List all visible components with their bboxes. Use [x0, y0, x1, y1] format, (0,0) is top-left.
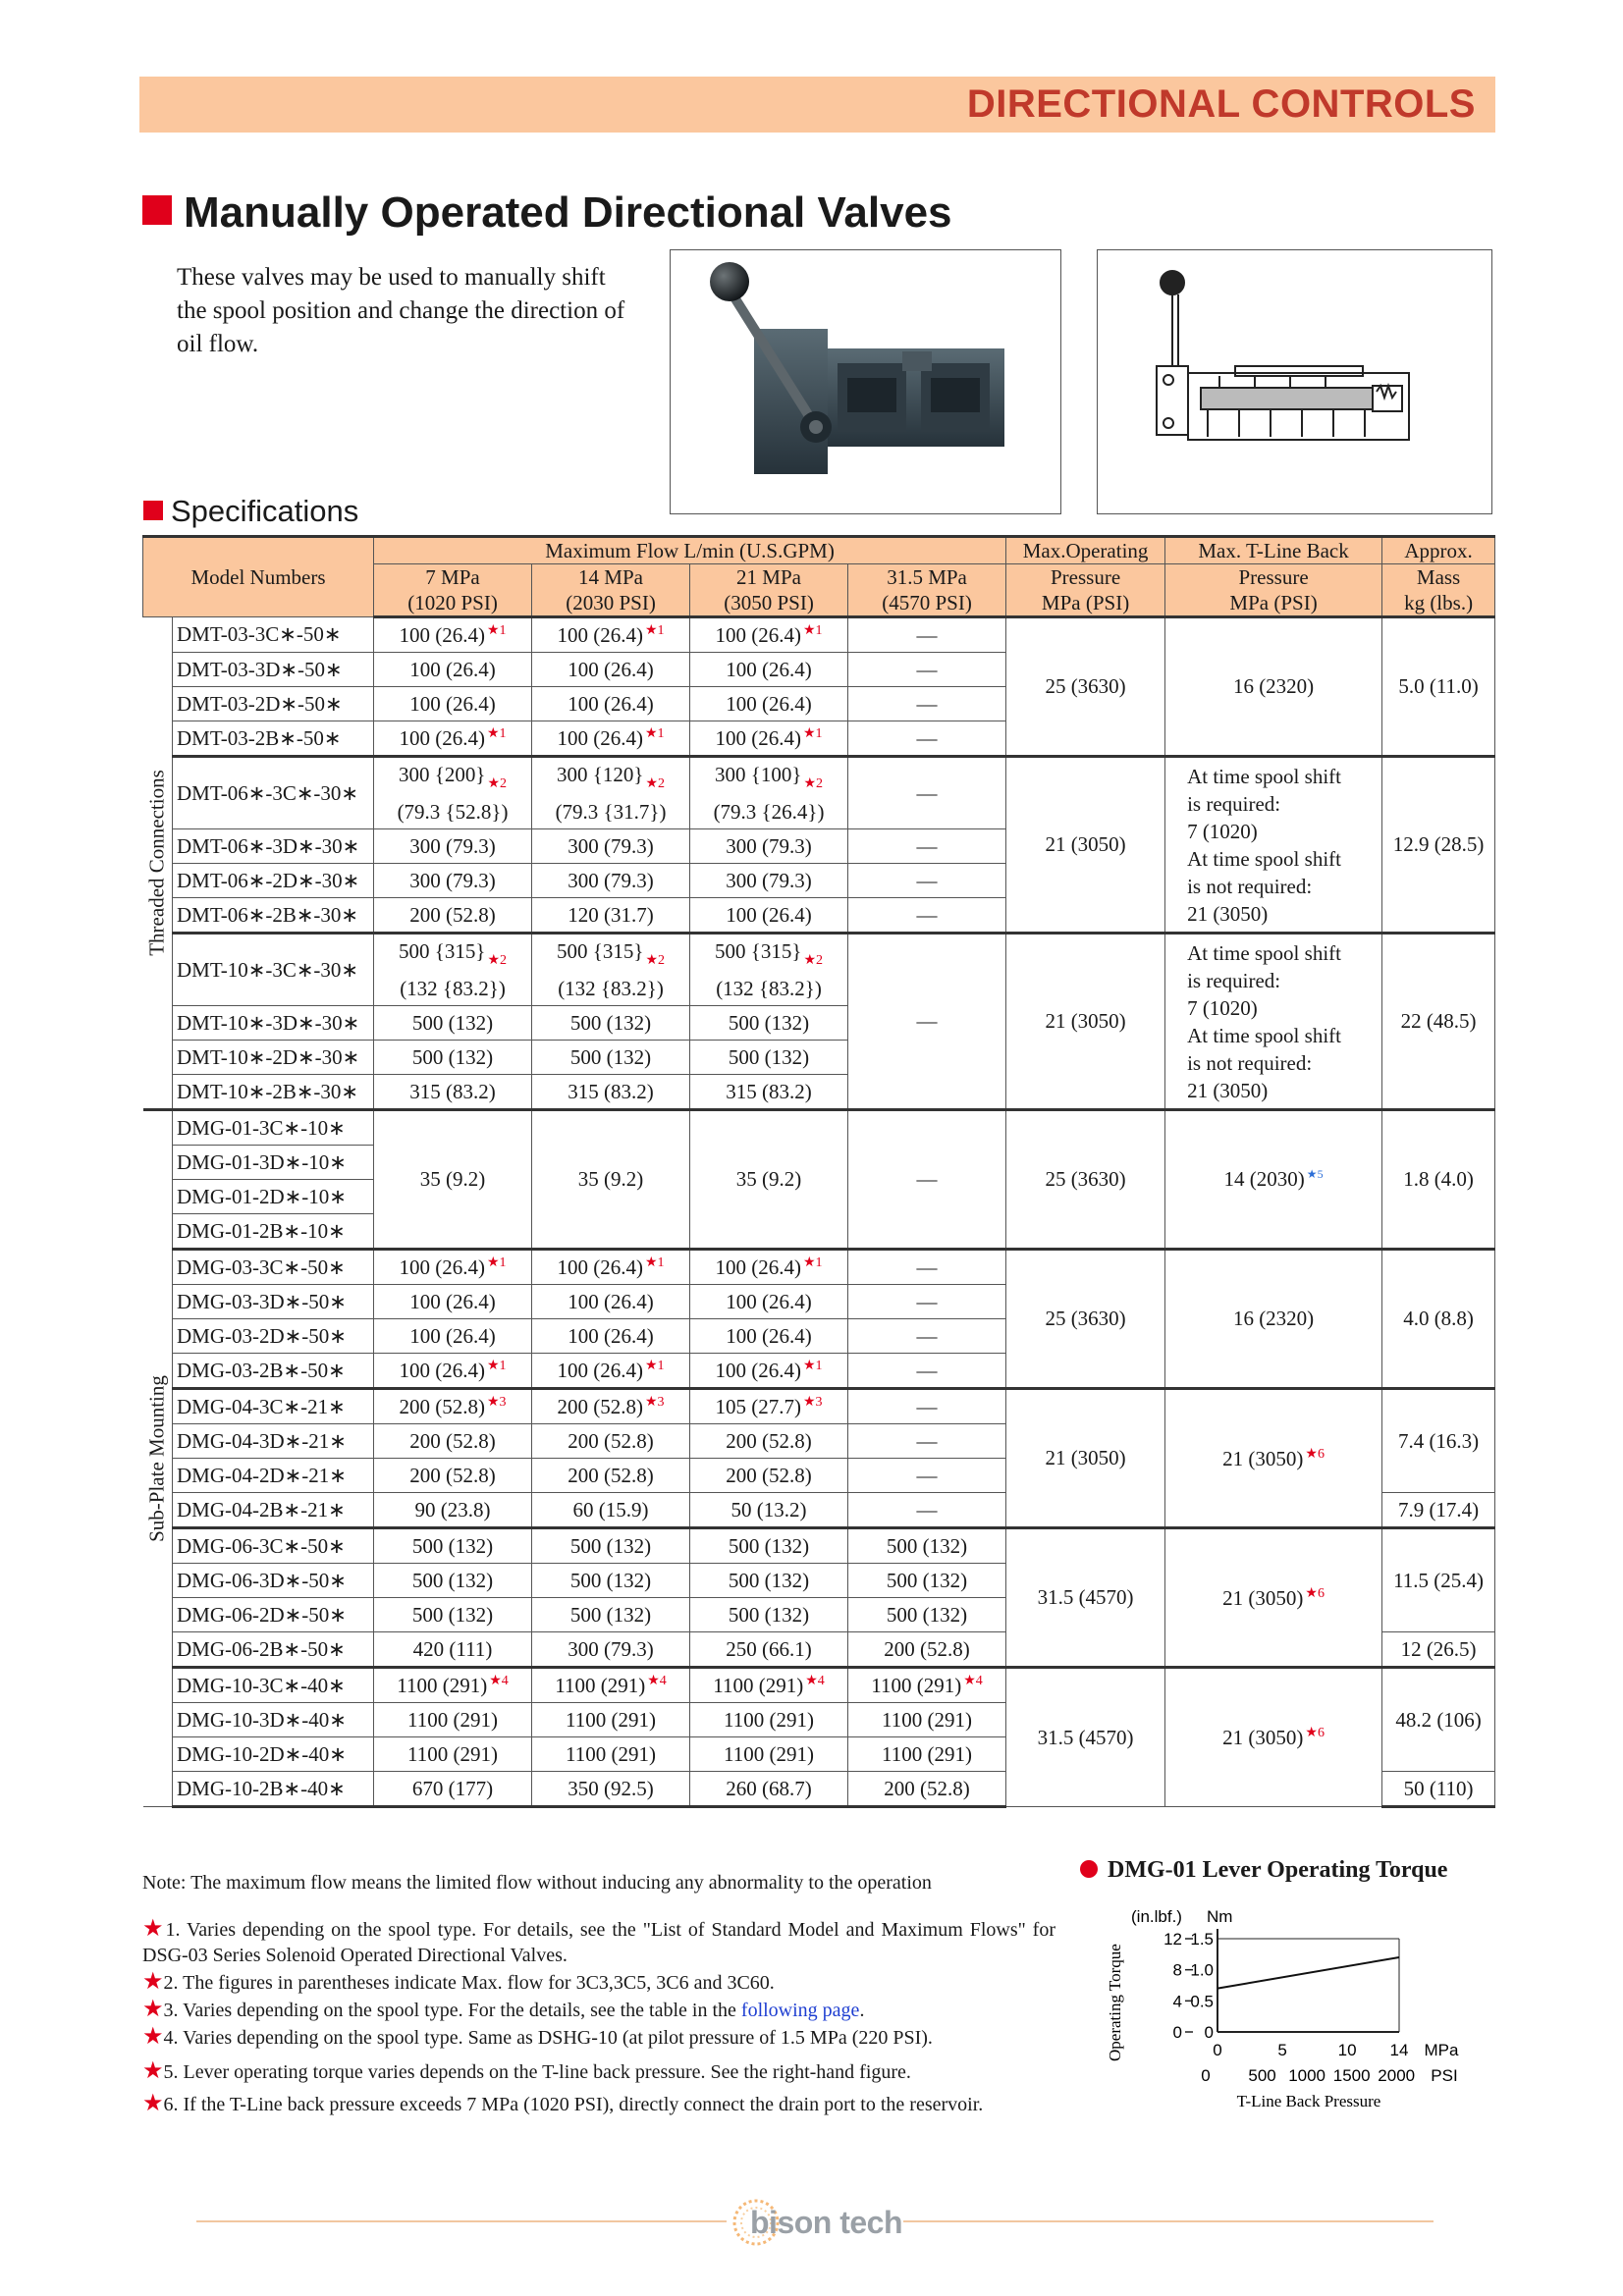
- torque-x-mpa-tick: 10: [1337, 2041, 1357, 2059]
- footnote-5: ★5. Lever operating torque varies depends on the T-line back pressure. See the right-hand figure.: [142, 2058, 911, 2084]
- star-icon: ★1: [802, 1255, 823, 1270]
- footnote-1: ★1. Varies depending on the spool type. For details, see the "List of Standard Model and Maximum Flows" for DSG-03 Series Solenoid Operated Directional Valves.: [142, 1916, 1056, 1966]
- max-operating-cell: 31.5 (4570): [1006, 1528, 1165, 1668]
- flow-cell: 350 (92.5): [532, 1772, 690, 1807]
- flow-cell: 500 {315} $_{★2}$ (132 {83.2}): [690, 934, 848, 1006]
- flow-cell: 300 (79.3): [532, 864, 690, 898]
- flow-cell: 300 {120} $_{★2}$ (79.3 {31.7}): [532, 757, 690, 829]
- model-cell: DMG-03-2D∗-50∗: [173, 1319, 374, 1354]
- flow-cell: 1100 (291) $^{★4}$: [374, 1668, 532, 1703]
- star-icon: ★6: [1305, 1446, 1325, 1462]
- flow-cell: 315 (83.2): [690, 1075, 848, 1110]
- flow-cell: 100 (26.4) $^{★1}$: [690, 721, 848, 757]
- torque-y-lbf-tick: 8: [1172, 1960, 1182, 1980]
- max-operating-cell: 31.5 (4570): [1006, 1668, 1165, 1807]
- side-label-threaded-text: Threaded Connections: [144, 770, 169, 956]
- flow-cell: 300 (79.3): [374, 864, 532, 898]
- flow-cell: 100 (26.4) $^{★1}$: [690, 1250, 848, 1285]
- flow-cell: 100 (26.4) $^{★1}$: [532, 1250, 690, 1285]
- flow-cell: —: [848, 1250, 1006, 1285]
- flow-cell: —: [848, 1354, 1006, 1389]
- torque-x-psi-tick: 1500: [1332, 2066, 1371, 2085]
- flow-cell: 315 (83.2): [532, 1075, 690, 1110]
- flow-cell: 100 (26.4) $^{★1}$: [374, 1354, 532, 1389]
- flow-cell: —: [848, 1319, 1006, 1354]
- flow-cell: 300 (79.3): [690, 829, 848, 864]
- header-14mpa: 14 MPa: [532, 564, 690, 591]
- star-icon: ★4: [647, 1674, 667, 1688]
- footnote-3: ★3. Varies depending on the spool type. For the details, see the table in the following page.: [142, 1997, 865, 2022]
- header-max-operating: Max.Operating: [1006, 537, 1165, 564]
- header-31-5mpa: 31.5 MPa: [848, 564, 1006, 591]
- flow-cell: 100 (26.4): [690, 1285, 848, 1319]
- logo-text: bison tech: [750, 2205, 903, 2240]
- torque-x-psi-unit: PSI: [1431, 2066, 1458, 2085]
- torque-x-mpa-tick: 14: [1389, 2041, 1409, 2059]
- torque-chart: [1105, 1904, 1478, 2115]
- company-logo: [727, 2193, 903, 2252]
- bullet-dot-icon: [1080, 1860, 1098, 1878]
- flow-cell: 500 (132): [532, 1006, 690, 1041]
- star-icon: ★1: [802, 726, 823, 741]
- torque-x-mpa-tick: 5: [1277, 2041, 1287, 2059]
- header-7mpa-psi: (1020 PSI): [374, 590, 532, 617]
- max-operating-cell: 25 (3630): [1006, 617, 1165, 757]
- flow-cell: 200 (52.8): [532, 1424, 690, 1459]
- star-icon: ★: [142, 1916, 166, 1942]
- flow-cell: 100 (26.4): [690, 687, 848, 721]
- mass-cell: 22 (48.5): [1382, 934, 1495, 1110]
- flow-cell: —: [848, 1459, 1006, 1493]
- model-cell: DMT-03-3D∗-50∗: [173, 653, 374, 687]
- model-cell: DMT-03-3C∗-50∗: [173, 617, 374, 653]
- star-icon: ★: [142, 2091, 164, 2116]
- flow-cell: 100 (26.4): [374, 687, 532, 721]
- flow-cell: 200 (52.8): [374, 1459, 532, 1493]
- torque-xlabel: T-Line Back Pressure: [1236, 2092, 1381, 2110]
- torque-chart-title: DMG-01 Lever Operating Torque: [1080, 1857, 1447, 1884]
- flow-cell: 200 (52.8) $^{★3}$: [532, 1389, 690, 1424]
- mass-cell: 7.4 (16.3): [1382, 1389, 1495, 1493]
- flow-cell: 500 (132): [690, 1041, 848, 1075]
- flow-cell: 1100 (291) $^{★4}$: [848, 1668, 1006, 1703]
- flow-cell: 500 (132): [848, 1564, 1006, 1598]
- torque-y-lbf-tick: 4: [1172, 1992, 1182, 2011]
- model-cell: DMG-10-2B∗-40∗: [173, 1772, 374, 1807]
- flow-cell: 500 (132): [374, 1041, 532, 1075]
- model-cell: DMT-06∗-3C∗-30∗: [173, 757, 374, 829]
- flow-cell: 50 (13.2): [690, 1493, 848, 1528]
- header-mass: Approx.: [1382, 537, 1495, 564]
- flow-cell: 1100 (291): [532, 1703, 690, 1737]
- flow-cell: 1100 (291): [848, 1703, 1006, 1737]
- tline-cell: 21 (3050) $^{★6}$: [1165, 1668, 1382, 1807]
- model-cell: DMG-06-3C∗-50∗: [173, 1528, 374, 1564]
- star-icon: ★1: [486, 1359, 507, 1373]
- star-icon: ★1: [486, 623, 507, 638]
- star-icon: ★: [142, 1969, 164, 1995]
- header-14mpa-psi: (2030 PSI): [532, 590, 690, 617]
- flow-cell: 1100 (291): [690, 1737, 848, 1772]
- flow-cell: 500 (132): [690, 1598, 848, 1632]
- flow-cell: —: [848, 617, 1006, 653]
- model-cell: DMG-10-2D∗-40∗: [173, 1737, 374, 1772]
- specifications-table: [142, 535, 1495, 1808]
- star-icon: ★1: [644, 1359, 665, 1373]
- flow-cell: 35 (9.2): [690, 1110, 848, 1250]
- flow-cell: 670 (177): [374, 1772, 532, 1807]
- flow-cell: 100 (26.4) $^{★1}$: [690, 1354, 848, 1389]
- torque-y-lbf-tick: 0: [1172, 2023, 1182, 2042]
- flow-cell: 500 (132): [374, 1564, 532, 1598]
- torque-y-nm-tick: 0.5: [1190, 1992, 1214, 2011]
- star-icon: ★1: [644, 623, 665, 638]
- star-icon: ★1: [644, 1255, 665, 1270]
- model-cell: DMT-10∗-2D∗-30∗: [173, 1041, 374, 1075]
- star-icon: ★3: [802, 1395, 823, 1410]
- flow-cell: 100 (26.4): [690, 898, 848, 934]
- header-model-numbers: Model Numbers: [143, 537, 374, 617]
- star-icon: ★: [142, 2058, 164, 2084]
- tline-cell: 21 (3050) $^{★6}$: [1165, 1389, 1382, 1528]
- flow-cell: 1100 (291) $^{★4}$: [532, 1668, 690, 1703]
- flow-cell: 200 (52.8): [848, 1632, 1006, 1668]
- header-tline-2: Pressure: [1165, 564, 1382, 591]
- mass-cell: 11.5 (25.4): [1382, 1528, 1495, 1632]
- tline-cell: 16 (2320): [1165, 1250, 1382, 1389]
- model-cell: DMG-03-3D∗-50∗: [173, 1285, 374, 1319]
- torque-y-nm-tick: 1.0: [1190, 1960, 1214, 1980]
- flow-cell: 500 (132): [374, 1006, 532, 1041]
- flow-cell: 200 (52.8): [690, 1424, 848, 1459]
- flow-cell: 1100 (291) $^{★4}$: [690, 1668, 848, 1703]
- max-operating-cell: 21 (3050): [1006, 757, 1165, 934]
- following-page-link[interactable]: following page: [740, 2000, 860, 2021]
- flow-cell: 315 (83.2): [374, 1075, 532, 1110]
- flow-cell: 420 (111): [374, 1632, 532, 1668]
- flow-cell: 100 (26.4): [690, 1319, 848, 1354]
- header-31-5mpa-psi: (4570 PSI): [848, 590, 1006, 617]
- specifications-heading: Specifications: [143, 494, 358, 529]
- model-cell: DMT-06∗-3D∗-30∗: [173, 829, 374, 864]
- model-cell: DMG-03-3C∗-50∗: [173, 1250, 374, 1285]
- flow-cell: —: [848, 721, 1006, 757]
- max-operating-cell: 21 (3050): [1006, 1389, 1165, 1528]
- flow-cell: —: [848, 864, 1006, 898]
- torque-y-nm-tick: 0: [1204, 2023, 1214, 2042]
- flow-cell: 300 (79.3): [374, 829, 532, 864]
- flow-cell: 100 (26.4) $^{★1}$: [532, 721, 690, 757]
- flow-cell: 1100 (291): [848, 1737, 1006, 1772]
- header-7mpa: 7 MPa: [374, 564, 532, 591]
- flow-cell: 120 (31.7): [532, 898, 690, 934]
- torque-y-nm-tick: 1.5: [1190, 1930, 1214, 1949]
- mass-cell: 12 (26.5): [1382, 1632, 1495, 1668]
- flow-cell: 500 (132): [690, 1006, 848, 1041]
- star-icon: ★4: [805, 1674, 825, 1688]
- model-cell: DMG-10-3D∗-40∗: [173, 1703, 374, 1737]
- flow-cell: 500 (132): [374, 1528, 532, 1564]
- header-mass-2: Mass: [1382, 564, 1495, 591]
- page-title-text: Manually Operated Directional Valves: [184, 188, 952, 237]
- side-label-subplate-text: Sub-Plate Mounting: [144, 1375, 169, 1542]
- flow-cell: —: [848, 829, 1006, 864]
- flow-cell: 250 (66.1): [690, 1632, 848, 1668]
- flow-cell: 200 (52.8): [690, 1459, 848, 1493]
- flow-cell: —: [848, 1493, 1006, 1528]
- star-icon: ★4: [963, 1674, 983, 1688]
- flow-cell: 100 (26.4): [374, 1319, 532, 1354]
- flow-cell: —: [848, 934, 1006, 1110]
- model-cell: DMG-01-3D∗-10∗: [173, 1146, 374, 1180]
- mass-cell: 4.0 (8.8): [1382, 1250, 1495, 1389]
- specifications-bullet-icon: [143, 501, 163, 520]
- flow-cell: 500 (132): [532, 1041, 690, 1075]
- flow-cell: 200 (52.8): [532, 1459, 690, 1493]
- flow-cell: 90 (23.8): [374, 1493, 532, 1528]
- model-cell: DMG-03-2B∗-50∗: [173, 1354, 374, 1389]
- model-cell: DMT-06∗-2D∗-30∗: [173, 864, 374, 898]
- mass-cell: 12.9 (28.5): [1382, 757, 1495, 934]
- flow-cell: 500 {315} $_{★2}$ (132 {83.2}): [374, 934, 532, 1006]
- max-operating-cell: 21 (3050): [1006, 934, 1165, 1110]
- flow-cell: 105 (27.7) $^{★3}$: [690, 1389, 848, 1424]
- flow-cell: 100 (26.4): [532, 1319, 690, 1354]
- flow-cell: 200 (52.8): [374, 1424, 532, 1459]
- model-cell: DMG-06-2B∗-50∗: [173, 1632, 374, 1668]
- title-bullet-icon: [142, 195, 172, 225]
- flow-cell: 200 (52.8): [374, 898, 532, 934]
- flow-cell: 300 (79.3): [690, 864, 848, 898]
- torque-y-lbf-tick: 12: [1163, 1930, 1182, 1949]
- model-cell: DMG-01-2B∗-10∗: [173, 1214, 374, 1250]
- flow-cell: 200 (52.8): [848, 1772, 1006, 1807]
- flow-cell: 300 {200} $_{★2}$ (79.3 {52.8}): [374, 757, 532, 829]
- flow-cell: 1100 (291): [532, 1737, 690, 1772]
- intro-text: These valves may be used to manually shift the spool position and change the direction of oil flow.: [177, 264, 625, 357]
- flow-cell: —: [848, 898, 1006, 934]
- star-icon: ★: [142, 1997, 164, 2022]
- model-cell: DMG-01-2D∗-10∗: [173, 1180, 374, 1214]
- torque-x-psi-tick: 1000: [1288, 2066, 1326, 2085]
- flow-cell: 100 (26.4): [374, 653, 532, 687]
- max-operating-cell: 25 (3630): [1006, 1250, 1165, 1389]
- flow-cell: 500 (132): [532, 1598, 690, 1632]
- flow-cell: —: [848, 687, 1006, 721]
- side-label-subplate: [143, 1110, 173, 1807]
- model-cell: DMT-03-2B∗-50∗: [173, 721, 374, 757]
- torque-unit-left: (in.lbf.): [1131, 1907, 1182, 1926]
- flow-cell: —: [848, 1389, 1006, 1424]
- flow-cell: 300 (79.3): [532, 829, 690, 864]
- side-label-threaded: [143, 617, 173, 1110]
- star-icon: ★4: [489, 1674, 509, 1688]
- flow-cell: 500 (132): [532, 1528, 690, 1564]
- flow-cell: 100 (26.4) $^{★1}$: [374, 721, 532, 757]
- model-cell: DMG-04-2B∗-21∗: [173, 1493, 374, 1528]
- footnote-2: ★2. The figures in parentheses indicate Max. flow for 3C3,3C5, 3C6 and 3C60.: [142, 1969, 775, 1995]
- model-cell: DMT-03-2D∗-50∗: [173, 687, 374, 721]
- flow-cell: 500 (132): [848, 1528, 1006, 1564]
- flow-cell: 500 (132): [848, 1598, 1006, 1632]
- mass-cell: 5.0 (11.0): [1382, 617, 1495, 757]
- star-icon: ★1: [486, 1255, 507, 1270]
- flow-cell: 100 (26.4): [374, 1285, 532, 1319]
- section-banner-text: DIRECTIONAL CONTROLS: [966, 82, 1476, 126]
- flow-cell: 100 (26.4) $^{★1}$: [690, 617, 848, 653]
- flow-cell: —: [848, 1424, 1006, 1459]
- flow-cell: 500 (132): [690, 1564, 848, 1598]
- flow-cell: 200 (52.8) $^{★3}$: [374, 1389, 532, 1424]
- torque-x-mpa-unit: MPa: [1424, 2041, 1459, 2059]
- header-21mpa: 21 MPa: [690, 564, 848, 591]
- torque-ylabel: Operating Torque: [1106, 1944, 1124, 2061]
- flow-cell: —: [848, 1285, 1006, 1319]
- header-tline-3: MPa (PSI): [1165, 590, 1382, 617]
- flow-cell: 100 (26.4) $^{★1}$: [532, 1354, 690, 1389]
- max-operating-cell: 25 (3630): [1006, 1110, 1165, 1250]
- star-icon: ★6: [1305, 1585, 1325, 1601]
- flow-cell: 100 (26.4) $^{★1}$: [374, 1250, 532, 1285]
- torque-x-mpa-tick: 0: [1213, 2041, 1222, 2059]
- header-mass-3: kg (lbs.): [1382, 590, 1495, 617]
- flow-cell: 300 {100} $_{★2}$ (79.3 {26.4}): [690, 757, 848, 829]
- tline-cell: At time spool shift is required: 7 (1020) At time spool shift is not required: 21 (3050): [1165, 934, 1382, 1110]
- flow-cell: 1100 (291): [690, 1703, 848, 1737]
- torque-series-line: [1217, 1957, 1399, 1989]
- flow-cell: 500 {315} $_{★2}$ (132 {83.2}): [532, 934, 690, 1006]
- star-icon: ★1: [644, 726, 665, 741]
- header-tline: Max. T-Line Back: [1165, 537, 1382, 564]
- mass-cell: 7.9 (17.4): [1382, 1493, 1495, 1528]
- tline-cell: At time spool shift is required: 7 (1020) At time spool shift is not required: 21 (3050): [1165, 757, 1382, 934]
- footnote-4: ★4. Varies depending on the spool type. Same as DSHG-10 (at pilot pressure of 1.5 MPa (220 PSI).: [142, 2024, 933, 2050]
- model-cell: DMG-04-2D∗-21∗: [173, 1459, 374, 1493]
- flow-cell: 300 (79.3): [532, 1632, 690, 1668]
- flow-cell: 500 (132): [532, 1564, 690, 1598]
- tline-cell: 16 (2320): [1165, 617, 1382, 757]
- page-title: [142, 188, 952, 238]
- header-max-operating-3: MPa (PSI): [1006, 590, 1165, 617]
- mass-cell: 50 (110): [1382, 1772, 1495, 1807]
- tline-cell: 14 (2030) $^{★5}$: [1165, 1110, 1382, 1250]
- footnote-6: ★6. If the T-Line back pressure exceeds 7 MPa (1020 PSI), directly connect the drain port to the reservoir.: [142, 2091, 984, 2116]
- mass-cell: 48.2 (106): [1382, 1668, 1495, 1772]
- flow-cell: 100 (26.4): [532, 653, 690, 687]
- model-cell: DMG-01-3C∗-10∗: [173, 1110, 374, 1146]
- tline-cell: 21 (3050) $^{★6}$: [1165, 1528, 1382, 1668]
- flow-cell: 500 (132): [374, 1598, 532, 1632]
- flow-cell: 500 (132): [690, 1528, 848, 1564]
- model-cell: DMG-04-3D∗-21∗: [173, 1424, 374, 1459]
- model-cell: DMT-06∗-2B∗-30∗: [173, 898, 374, 934]
- torque-unit-right: Nm: [1207, 1907, 1233, 1926]
- flow-cell: 100 (26.4): [532, 1285, 690, 1319]
- torque-x-psi-tick: 500: [1248, 2066, 1276, 2085]
- star-icon: ★1: [486, 726, 507, 741]
- model-cell: DMT-10∗-3D∗-30∗: [173, 1006, 374, 1041]
- flow-cell: 60 (15.9): [532, 1493, 690, 1528]
- torque-x-psi-tick: 2000: [1378, 2066, 1416, 2085]
- flow-cell: —: [848, 1110, 1006, 1250]
- flow-cell: 100 (26.4): [532, 687, 690, 721]
- model-cell: DMG-06-3D∗-50∗: [173, 1564, 374, 1598]
- model-cell: DMG-10-3C∗-40∗: [173, 1668, 374, 1703]
- model-cell: DMT-10∗-2B∗-30∗: [173, 1075, 374, 1110]
- flow-cell: 1100 (291): [374, 1703, 532, 1737]
- flow-cell: 35 (9.2): [374, 1110, 532, 1250]
- model-cell: DMG-06-2D∗-50∗: [173, 1598, 374, 1632]
- star-icon: ★3: [486, 1395, 507, 1410]
- flow-cell: —: [848, 757, 1006, 829]
- star-icon: ★: [142, 2024, 164, 2050]
- flow-cell: 260 (68.7): [690, 1772, 848, 1807]
- flow-note: Note: The maximum flow means the limited flow without inducing any abnormality to the operation: [142, 1872, 932, 1894]
- flow-cell: 100 (26.4) $^{★1}$: [374, 617, 532, 653]
- flow-cell: 100 (26.4) $^{★1}$: [532, 617, 690, 653]
- header-max-flow: Maximum Flow L/min (U.S.GPM): [374, 537, 1006, 564]
- flow-cell: —: [848, 653, 1006, 687]
- model-cell: DMG-04-3C∗-21∗: [173, 1389, 374, 1424]
- star-icon: ★6: [1305, 1726, 1325, 1740]
- star-icon: ★1: [802, 1359, 823, 1373]
- header-21mpa-psi: (3050 PSI): [690, 590, 848, 617]
- star-icon: ★3: [644, 1395, 665, 1410]
- valve-photo: [670, 249, 1061, 514]
- flow-cell: 1100 (291): [374, 1737, 532, 1772]
- header-max-operating-2: Pressure: [1006, 564, 1165, 591]
- section-banner: [139, 77, 1495, 133]
- mass-cell: 1.8 (4.0): [1382, 1110, 1495, 1250]
- torque-x-psi-tick: 0: [1201, 2066, 1211, 2085]
- flow-cell: 100 (26.4): [690, 653, 848, 687]
- flow-cell: 35 (9.2): [532, 1110, 690, 1250]
- star-icon: ★1: [802, 623, 823, 638]
- model-cell: DMT-10∗-3C∗-30∗: [173, 934, 374, 1006]
- valve-section-diagram: [1097, 249, 1492, 514]
